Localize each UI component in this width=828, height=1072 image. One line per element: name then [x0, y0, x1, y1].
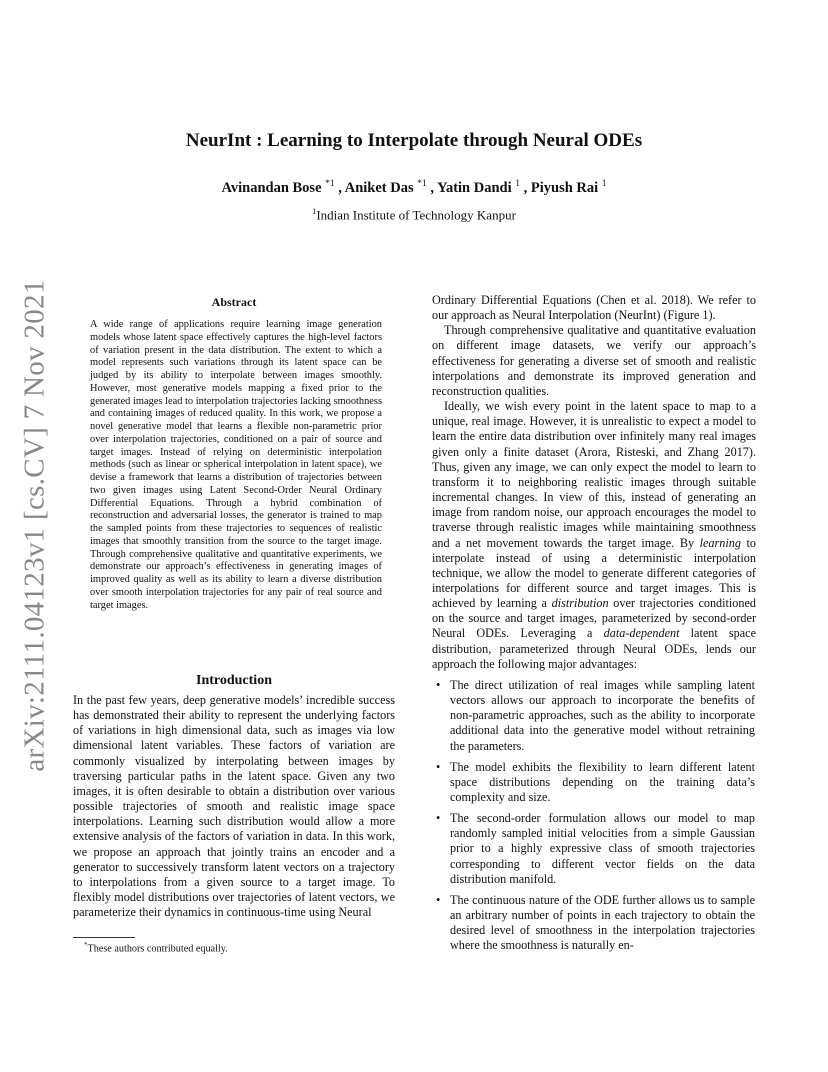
author-mark: *1: [417, 179, 427, 189]
paper-title: NeurInt : Learning to Interpolate through Neural ODEs: [185, 130, 643, 151]
affiliation-text: Indian Institute of Technology Kanpur: [316, 207, 516, 223]
affiliation-mark: 1: [312, 206, 317, 216]
introduction-text: In the past few years, deep generative models’ incredible success has demonstrated their ability to represent the underlying factors of variations in high dimensional data, such as images via low dimensional latent variables. These factors of variation are commonly visualized by interpolating between images by traversing particular paths in the latent space. Given any two images, it is often desirable to obtain a distribution over various possible trajectories of smooth and realistic image space interpolations. Learning such distribution would allow a more extensive analysis of the factors of variation in data. In this work, we propose an approach that jointly trains an encoder and a generator to successively transform latent vectors on a trajectory to interpolations from a given source to a target image. To flexibly model distributions over trajectories of latent vectors, we parameterize their dynamics in continuous-time using Neural: [73, 693, 395, 920]
right-column: [432, 293, 756, 960]
abstract-heading: Abstract: [211, 295, 257, 309]
footnote-mark: *: [84, 941, 88, 949]
author-name: Yatin Dandi: [437, 179, 512, 196]
author-mark: *1: [325, 179, 335, 189]
author-name: Aniket Das: [344, 179, 414, 196]
bullet-icon: •: [436, 677, 441, 692]
list-item: [432, 678, 756, 754]
bullet-icon: •: [436, 759, 441, 774]
arxiv-identifier: [15, 278, 55, 772]
arxiv-identifier-text: arXiv:2111.04123v1 [cs.CV] 7 Nov 2021: [18, 278, 51, 772]
footnote-text: These authors contributed equally.: [87, 943, 228, 955]
emphasis: distribution: [551, 596, 609, 611]
emphasis: learning: [699, 535, 741, 550]
list-item-text: The model exhibits the flexibility to learn different latent space distributions depending on the training data’s complexity and size.: [450, 759, 755, 804]
bullet-icon: •: [436, 811, 441, 826]
advantages-list: [432, 678, 756, 954]
author-name: Avinandan Bose: [221, 179, 322, 196]
list-item: [432, 893, 756, 954]
abstract-text: A wide range of applications require learning image generation models whose latent space effectively captures the high-level factors of variation present in the data distribution. The extent to which a model represents such variations through its latent space can be judged by its ability to interpolate between images smoothly. However, most generative models mapping a fixed prior to the generated images lead to interpolation trajectories lacking smoothness and containing images of reduced quality. In this work, we propose a novel generative model that learns a flexible non-parametric prior over interpolation trajectories, conditioned on a pair of source and target images. Instead of relying on deterministic interpolation methods (such as linear or spherical interpolation in latent space), we devise a framework that learns a distribution of trajectories between two given images using Latent Second-Order Neural Ordinary Differential Equations. Through a hybrid combination of reconstruction and adversarial losses, the generator is trained to map the sampled points from these trajectories to sequences of realistic images that smoothly transition from the source to the target image. Through comprehensive qualitative and quantitative experiments, we demonstrate our approach’s effectiveness in generating images of improved quality as well as its ability to learn a diverse distribution over smooth interpolation trajectories for any pair of real source and target images.: [90, 319, 382, 611]
author-list: Avinandan Bose $^{*1}$ , Aniket Das $^{*1}$ , Yatin Dandi $^1$ , Piyush Rai $^1$: [221, 179, 607, 196]
paragraph: Ordinary Differential Equations (Chen et al. 2018). We refer to our approach as Neural Interpolation (NeurInt) (Figure 1).: [432, 293, 756, 323]
text-run: Ideally, we wish every point in the latent space to map to a unique, real image. However, it is unrealistic to expect a model to learn the entire data distribution over infinitely many real images given only a finite dataset (Arora, Risteski, and Zhang 2017). Thus, given any image, we can only expect the model to learn to transform it to neighboring realistic images through suitable incremental changes. In view of this, instead of generating an image from random noise, our approach encourages the model to traverse through realistic images while maintaining smoothness and a net movement towards the target image. By: [432, 399, 756, 550]
text-run: latent space distribution, parameterized through Neural ODEs, lends our approach the following major advantages:: [432, 626, 757, 671]
list-item-text: The continuous nature of the ODE further allows us to sample an arbitrary number of points in each trajectory to obtain the desired level of smoothness in the interpolation trajectories where the smoothness is naturally en-: [450, 892, 755, 953]
author-name: Piyush Rai: [530, 179, 599, 196]
list-item: [432, 811, 756, 887]
affiliation: [0, 206, 828, 223]
paragraph: [432, 399, 756, 672]
author-mark: 1: [515, 179, 520, 189]
list-item: [432, 760, 756, 805]
introduction-heading: Introduction: [196, 673, 272, 688]
footnote-divider: [73, 937, 135, 938]
text-run: to interpolate instead of using a deterministic interpolation technique, we allow the model to generate different categories of interpolations for different source and target images. This is achieved by learning a: [432, 535, 756, 611]
author-mark: 1: [601, 179, 607, 189]
emphasis: data-dependent: [603, 626, 680, 641]
bullet-icon: •: [436, 892, 441, 907]
footnote: [84, 941, 228, 954]
list-item-text: The direct utilization of real images while sampling latent vectors allows our approach to incorporate the benefits of non-parametric approaches, such as the ability to incorporate additional data into the generative model without retraining the parameters.: [450, 677, 755, 753]
list-item-text: The second-order formulation allows our model to map randomly sampled initial velocities from a simple Gaussian prior to a highly expressive class of smooth trajectories corresponding to different vector fields on the data distribution manifold.: [450, 811, 755, 886]
paragraph: Through comprehensive qualitative and quantitative evaluation on different image datasets, we verify our approach’s effectiveness for generating a diverse set of smooth and realistic interpolations and demonstrate its improved generation and reconstruction qualities.: [432, 323, 756, 398]
text-run: over trajectories conditioned on the source and target images, parameterized by second-order Neural ODEs. Leveraging a: [432, 596, 756, 641]
